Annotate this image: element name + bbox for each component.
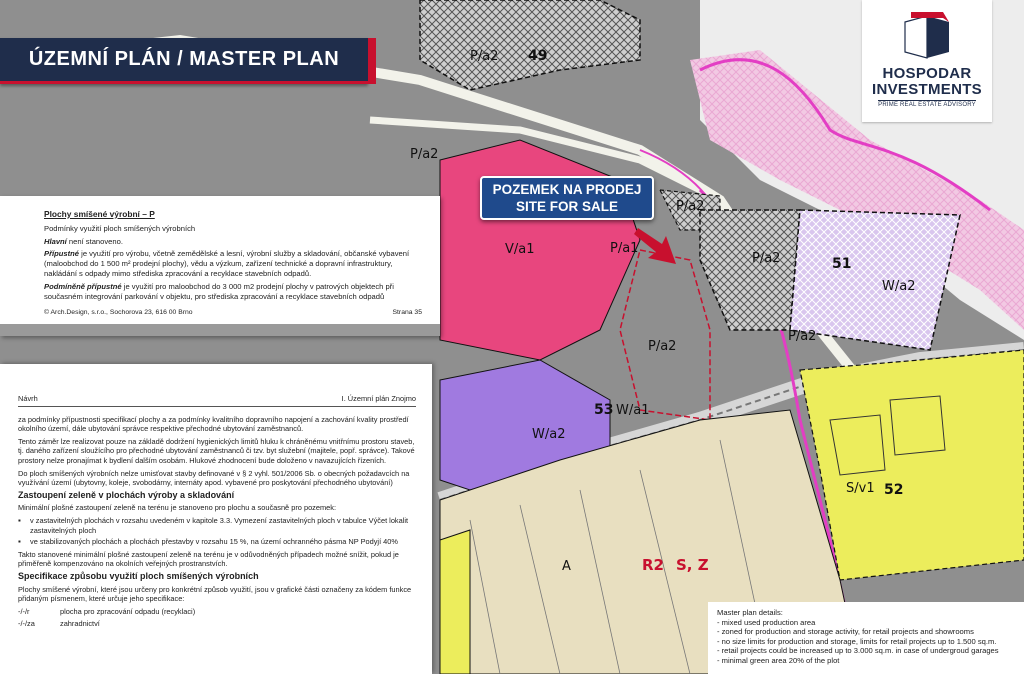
label-pa2-east: P/a2 <box>788 329 817 344</box>
label-a: A <box>562 559 571 574</box>
details-item: - zoned for production and storage activity, for retail projects and showrooms <box>717 627 974 637</box>
doc2-code-desc: plocha pro zpracování odpadu (recyklaci) <box>60 606 196 616</box>
page-divider <box>0 324 440 336</box>
label-pa2-right: P/a2 <box>752 251 781 266</box>
master-plan-details <box>708 602 1024 674</box>
label-pa2-mid: P/a2 <box>410 147 439 162</box>
sale-badge-line2: SITE FOR SALE <box>515 199 618 214</box>
label-49: 49 <box>528 48 548 64</box>
label-wa2-east: W/a2 <box>882 279 916 294</box>
label-wa2-west: W/a2 <box>532 427 566 442</box>
doc2-heading-2: Specifikace způsobu využití ploch smíšených výrobních <box>18 570 259 581</box>
doc1-line1: Podmínky využití ploch smíšených výrobních <box>44 223 196 233</box>
doc2-paragraph-1: za podmínky přípustnosti specifikací plochy a za podmínky kvalitního dopravního napojení a zachování kvality prostředí okolního území, dále ubytování správce respektive přechodné ubytování zaměstnanců. <box>18 414 409 434</box>
doc1-main-use: Hlavní není stanoveno. <box>44 236 123 246</box>
details-item: - retail projects could be increased up to 3.000 sq.m. in case of undergroud garages <box>717 646 999 656</box>
page-title: ÚZEMNÍ PLÁN / MASTER PLAN <box>0 38 368 84</box>
doc1-footer <box>44 308 422 318</box>
doc2-header <box>18 394 416 407</box>
label-va1: V/a1 <box>505 242 535 257</box>
doc2-header-left: Návrh <box>18 394 38 403</box>
label-51: 51 <box>832 256 852 272</box>
label-pa1: P/a1 <box>610 241 639 256</box>
label-sz: S, Z <box>676 556 709 574</box>
doc2-code-desc: zahradnictví <box>60 619 100 629</box>
doc2-code-row <box>18 607 416 617</box>
logo-mark-icon <box>897 8 957 66</box>
details-item: - minimal green area 20% of the plot <box>717 655 840 665</box>
doc2-paragraph-6: Plochy smíšené výrobní, které jsou určeny pro konkrétní způsob využití, jsou v grafické části označeny za kódem funkce přidaným písmenem, které určuje jeho specifikace: <box>18 584 412 604</box>
arrow-down-right-icon <box>632 222 682 272</box>
regulation-excerpt-1 <box>0 196 440 336</box>
sale-badge-line1: POZEMEK NA PRODEJ <box>492 182 642 197</box>
label-pa2-small: P/a2 <box>676 199 705 214</box>
doc2-code: -/-/za <box>18 619 35 629</box>
details-item: - no size limits for production and storage, limits for retail projects up to 1.500 sq.m. <box>717 636 997 646</box>
doc1-footer-right: Strana 35 <box>392 309 422 317</box>
doc1-permitted: Přípustné je využití pro výrobu, včetně zemědělské a lesní, výrobní služby a skladování, občanské vybavení (maloobchod do 1 500 m² prodejní plochy), vědu a výzkum, zařízení technické a dopravní infrastruktury, nakládání s odpady mimo střediska zpracování a recyklace stavebních odpadů. <box>44 249 410 278</box>
doc2-list-item: ▪ v zastavitelných plochách v rozsahu uvedeném v kapitole 3.3. Vymezení zastavitelných ploch v tabulce Výčet lokalit zastavitelných ploch <box>18 516 416 535</box>
doc1-footer-left: © Arch.Design, s.r.o., Sochorova 23, 616 00 Brno <box>44 309 193 317</box>
logo-line2: INVESTMENTS <box>872 81 982 98</box>
doc2-list <box>18 516 416 547</box>
label-pa2-top: P/a2 <box>470 49 499 64</box>
doc2-list-item: ▪ ve stabilizovaných plochách a plochách přestavby v rozsahu 15 %, na území ochranného pásma NP Podyjí 40% <box>18 537 416 547</box>
doc2-code-row <box>18 619 416 629</box>
doc2-heading-1: Zastoupení zeleně v plochách výroby a skladování <box>18 489 235 500</box>
regulation-excerpt-2 <box>0 364 432 674</box>
logo-tagline: PRIME REAL ESTATE ADVISORY <box>878 102 976 108</box>
label-r2: R2 <box>642 556 664 574</box>
doc2-code: -/-/r <box>18 606 30 616</box>
logo-line1: HOSPODAR <box>882 65 972 82</box>
doc1-conditional: Podmíněně přípustné je využití pro maloobchod do 3 000 m2 prodejní plochy v patrových objektech při současném integrování parkování v objektu, pro střediska zpracování a recyklace stavebních odpadů <box>44 281 394 301</box>
doc2-header-right: I. Územní plán Znojmo <box>341 394 416 403</box>
doc2-paragraph-3: Do ploch smíšených výrobních nelze umisťovat stavby definované v § 2 vyhl. 501/2006 Sb. o obecných požadavcích na využívání území (ubytovny, koleje, svobodárny, internáty apod. vybavené pro poskytování přechodného ubytování) <box>18 468 410 488</box>
doc1-title: Plochy smíšené výrobní – P <box>44 209 155 219</box>
site-for-sale-badge <box>480 176 654 220</box>
details-item: - mixed used production area <box>717 617 816 627</box>
doc2-paragraph-4: Minimální plošné zastoupení zeleně na terénu je stanoveno pro plochu a současně pro pozemek: <box>18 503 336 513</box>
label-52: 52 <box>884 482 904 498</box>
label-pa2-site: P/a2 <box>648 339 677 354</box>
doc2-paragraph-2: Tento záměr lze realizovat pouze na základě dodržení hygienických limitů hluku k chráněnému vnitřnímu prostoru staveb, tj. daného zařízení sloužícího pro přechodné ubytování zaměstnanců či tzv. byt služební (majitele, popř. správce). Takové prostory nelze pronajímat k bydlení dalším osobám. Hlukové zhodnocení bude doloženo v navazujících řízeních. <box>18 436 415 465</box>
label-53: 53 <box>594 402 614 418</box>
doc2-paragraph-5: Takto stanovené minimální plošné zastoupení zeleně na terénu je v odůvodněných případech možné snížit, pokud je přiměřeně kompenzováno na okolních veřejných prostranstvích. <box>18 549 399 569</box>
label-sv1: S/v1 <box>846 481 875 496</box>
details-heading: Master plan details: <box>717 608 783 617</box>
label-wa1: W/a1 <box>616 403 650 418</box>
company-logo <box>862 0 992 122</box>
